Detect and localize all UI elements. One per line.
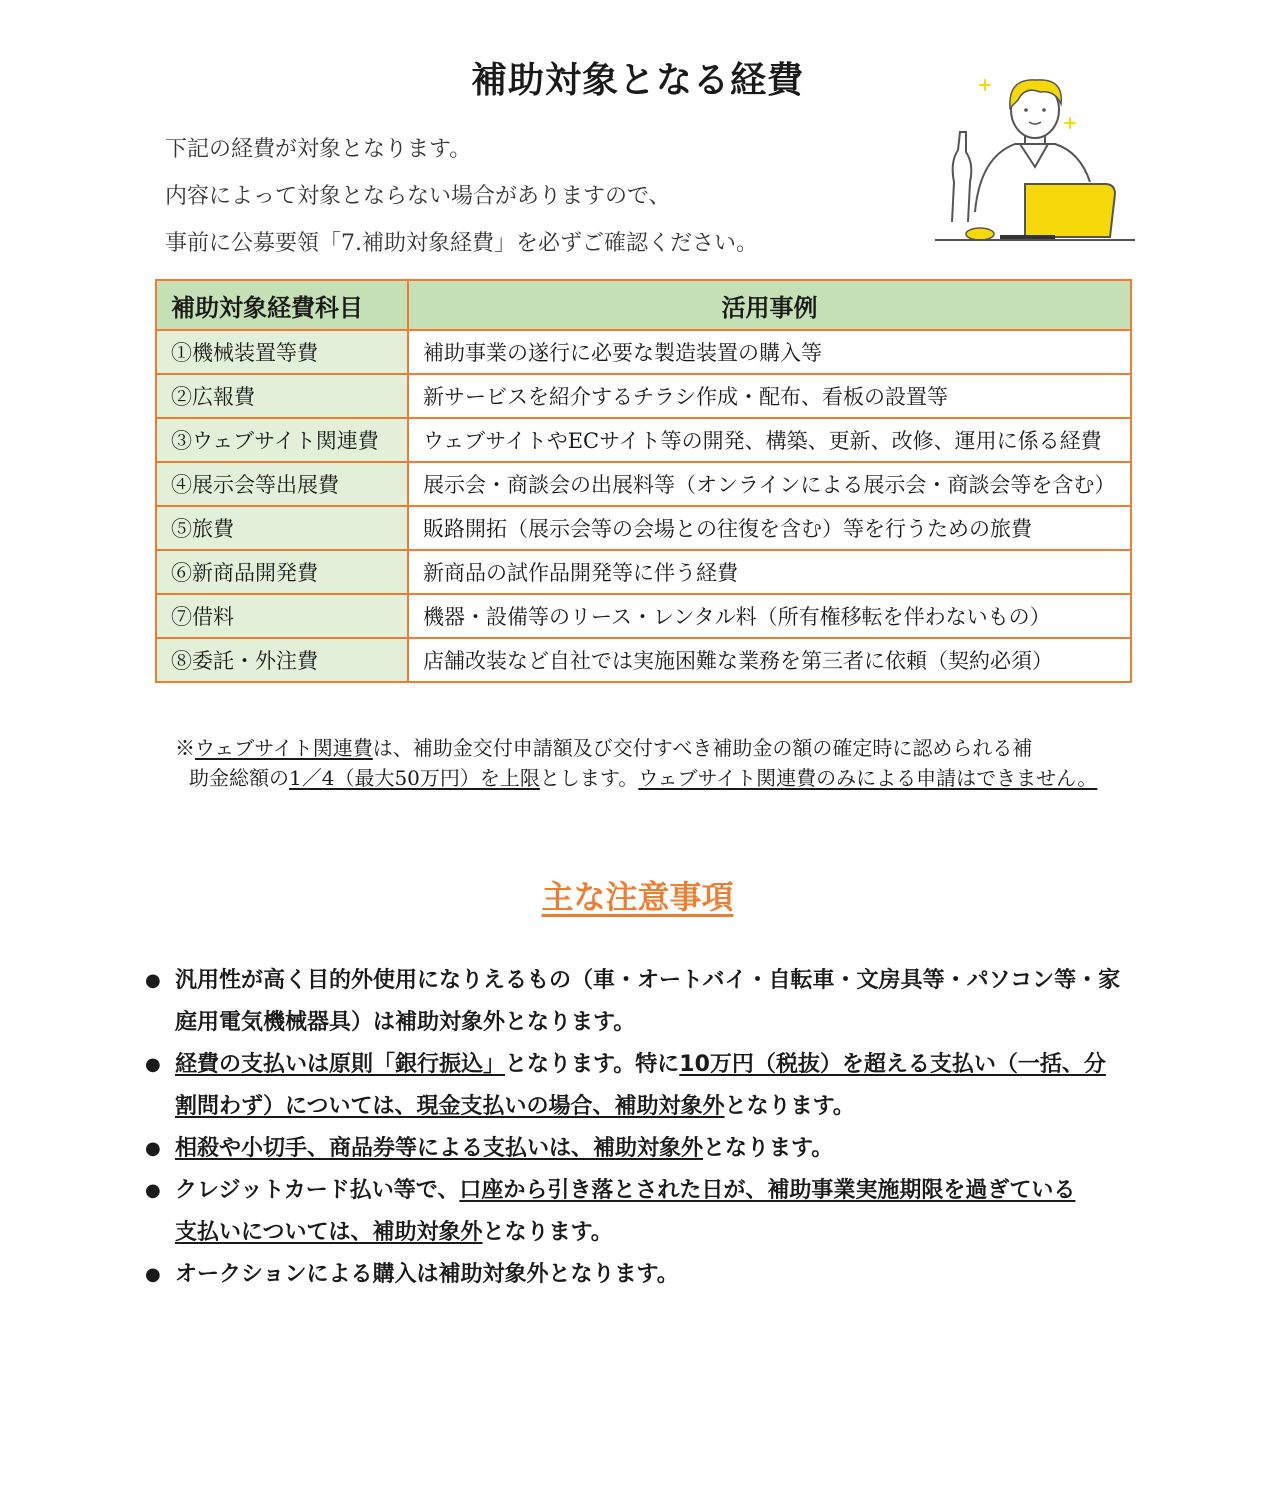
- note-mark: ※: [175, 736, 195, 760]
- note-text: 1／4（最大50万円）を上限: [289, 766, 540, 790]
- footnote: [175, 733, 1155, 793]
- example-cell: 補助事業の遂行に必要な製造装置の購入等: [408, 330, 1131, 374]
- caution-text: オークションによる購入は補助対象外となります。: [175, 1262, 679, 1287]
- caution-text: 経費の支払いは原則「銀行振込」: [175, 1052, 506, 1077]
- page-title: 補助対象となる経費: [470, 60, 804, 101]
- table-row: [156, 418, 1131, 462]
- caution-text: 割問わず）については、現金支払いの場合、補助対象外: [175, 1094, 725, 1119]
- category-cell: ⑤旅費: [156, 506, 408, 550]
- bullet-icon: ●: [145, 1180, 161, 1201]
- table-row: [156, 594, 1131, 638]
- note-text: ウェブサイト関連費: [195, 736, 373, 760]
- intro-line: 内容によって対象とならない場合がありますので、: [165, 184, 671, 209]
- caution-text: となります。: [724, 1094, 855, 1119]
- intro-line: 下記の経費が対象となります。: [165, 137, 472, 162]
- table-row: [156, 374, 1131, 418]
- bullet-icon: ●: [145, 1054, 161, 1075]
- note-text: とします。: [539, 766, 639, 790]
- expense-table: [155, 279, 1132, 683]
- table-row: [156, 638, 1131, 682]
- table-row: [156, 330, 1131, 374]
- example-cell: 新サービスを紹介するチラシ作成・配布、看板の設置等: [408, 374, 1131, 418]
- category-cell: ④展示会等出展費: [156, 462, 408, 506]
- caution-text: 口座から引き落とされた日が、補助事業実施期限を過ぎている: [459, 1178, 1076, 1203]
- caution-text: 支払いについては、補助対象外: [175, 1220, 483, 1245]
- note-text: ウェブサイト関連費のみによる申請はできません。: [638, 766, 1098, 790]
- caution-text: 庭用電気機械器具）は補助対象外となります。: [175, 1010, 636, 1035]
- bullet-icon: ●: [145, 1138, 161, 1159]
- table-row: [156, 506, 1131, 550]
- example-cell: 販路開拓（展示会等の会場との往復を含む）等を行うための旅費: [408, 506, 1131, 550]
- list-item: [145, 960, 1145, 1044]
- example-cell: 機器・設備等のリース・レンタル料（所有権移転を伴わないもの）: [408, 594, 1131, 638]
- table-row: [156, 550, 1131, 594]
- note-text: は、補助金交付申請額及び交付すべき補助金の額の確定時に認められる補: [372, 736, 1033, 760]
- note-text: 助金総額の: [189, 766, 289, 790]
- caution-text: となります。: [703, 1136, 834, 1161]
- example-cell: 店舗改装など自社では実施困難な業務を第三者に依頼（契約必須）: [408, 638, 1131, 682]
- bullet-icon: ●: [145, 1264, 161, 1285]
- list-item: [145, 1170, 1145, 1254]
- category-cell: ⑧委託・外注費: [156, 638, 408, 682]
- category-cell: ①機械装置等費: [156, 330, 408, 374]
- caution-text: クレジットカード払い等で、: [175, 1178, 460, 1203]
- caution-text: となります。: [482, 1220, 613, 1245]
- cautions-list: [145, 960, 1145, 1296]
- list-item: [145, 1128, 1145, 1170]
- example-cell: ウェブサイトやECサイト等の開発、構築、更新、改修、運用に係る経費: [408, 418, 1131, 462]
- header-example: 活用事例: [408, 280, 1131, 330]
- category-cell: ②広報費: [156, 374, 408, 418]
- caution-text: 相殺や小切手、商品券等による支払いは、補助対象外: [175, 1136, 704, 1161]
- caution-text: となります。特に: [505, 1052, 680, 1077]
- person-laptop-illustration: [930, 72, 1145, 252]
- table-row: [156, 462, 1131, 506]
- caution-text: 汎用性が高く目的外使用になりえるもの（車・オートバイ・自転車・文房具等・パソコン等・家: [175, 968, 1121, 993]
- intro-line: 事前に公募要領「7.補助対象経費」を必ずご確認ください。: [165, 231, 758, 256]
- category-cell: ⑥新商品開発費: [156, 550, 408, 594]
- cautions-title: 主な注意事項: [541, 878, 734, 916]
- caution-text: 10万円（税抜）を超える支払い（一括、分: [679, 1052, 1106, 1077]
- category-cell: ③ウェブサイト関連費: [156, 418, 408, 462]
- list-item: [145, 1044, 1145, 1128]
- example-cell: 展示会・商談会の出展料等（オンラインによる展示会・商談会等を含む）: [408, 462, 1131, 506]
- header-category: 補助対象経費科目: [156, 280, 408, 330]
- category-cell: ⑦借料: [156, 594, 408, 638]
- example-cell: 新商品の試作品開発等に伴う経費: [408, 550, 1131, 594]
- bullet-icon: ●: [145, 970, 161, 991]
- table-header-row: [156, 280, 1131, 330]
- list-item: [145, 1254, 1145, 1296]
- intro-text: [165, 126, 885, 267]
